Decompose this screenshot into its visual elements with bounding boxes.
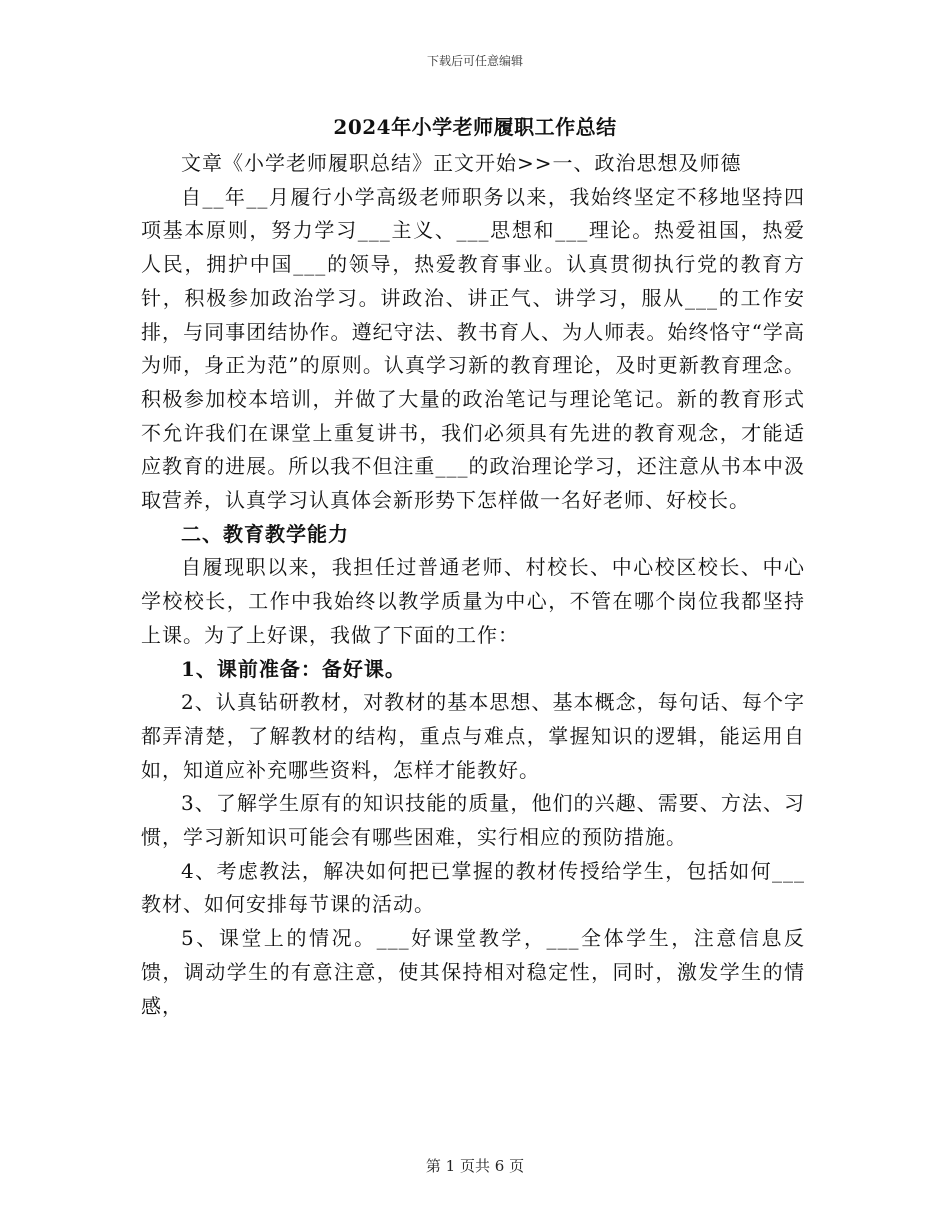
paragraph-item-2: 2、认真钻研教材，对教材的基本思想、基本概念，每句话、每个字都弄清楚，了解教材的结构，重点与难点，掌握知识的逻辑，能运用自如，知道应补充哪些资料，怎样才能教好。 (141, 690, 805, 782)
paragraph-political-ideology: 自__年__月履行小学高级老师职务以来，我始终坚定不移地坚持四项基本原则，努力学习___主义、___思想和___理论。热爱祖国，热爱人民，拥护中国___的领导，热爱教育事业。认真贯彻执行党的教育方针，积极参加政治学习。讲政治、讲正气、讲学习，服从___的工作安排，与同事团结协作。遵纪守法、教书育人、为人师表。始终恪守“学高为师，身正为范”的原则。认真学习新的教育理论，及时更新教育理念。积极参加校本培训，并做了大量的政治笔记与理论笔记。新的教育形式不允许我们在课堂上重复讲书，我们必须具有先进的教育观念，才能适应教育的进展。所以我不但注重___的政治理论学习，还注意从书本中汲取营养，认真学习认真体会新形势下怎样做一名好老师、好校长。 (141, 184, 805, 513)
paragraph-item-5: 5、课堂上的情况。___好课堂教学，___全体学生，注意信息反馈，调动学生的有意注意，使其保持相对稳定性，同时，激发学生的情感， (141, 926, 805, 1018)
paragraph-intro: 文章《小学老师履职总结》正文开始>>一、政治思想及师德 (181, 151, 742, 175)
document-body (141, 147, 805, 1023)
subheading-lesson-prep: 1、课前准备：备好课。 (181, 656, 406, 681)
paragraph-item-4: 4、考虑教法，解决如何把已掌握的教材传授给学生，包括如何___教材、如何安排每节课的活动。 (141, 858, 805, 917)
page-footer-number: 第 1 页共 6 页 (425, 1157, 525, 1175)
page-header-note: 下载后可任意编辑 (426, 54, 523, 68)
document-title: 2024年小学老师履职工作总结 (333, 115, 617, 139)
paragraph-item-3: 3、了解学生原有的知识技能的质量，他们的兴趣、需要、方法、习惯，学习新知识可能会有哪些困难，实行相应的预防措施。 (141, 791, 805, 850)
paragraph-teaching-intro: 自履现职以来，我担任过普通老师、村校长、中心校区校长、中心学校校长，工作中我始终以教学质量为中心，不管在哪个岗位我都坚持上课。为了上好课，我做了下面的工作： (141, 555, 805, 647)
section-heading-teaching-ability: 二、教育教学能力 (181, 521, 349, 546)
